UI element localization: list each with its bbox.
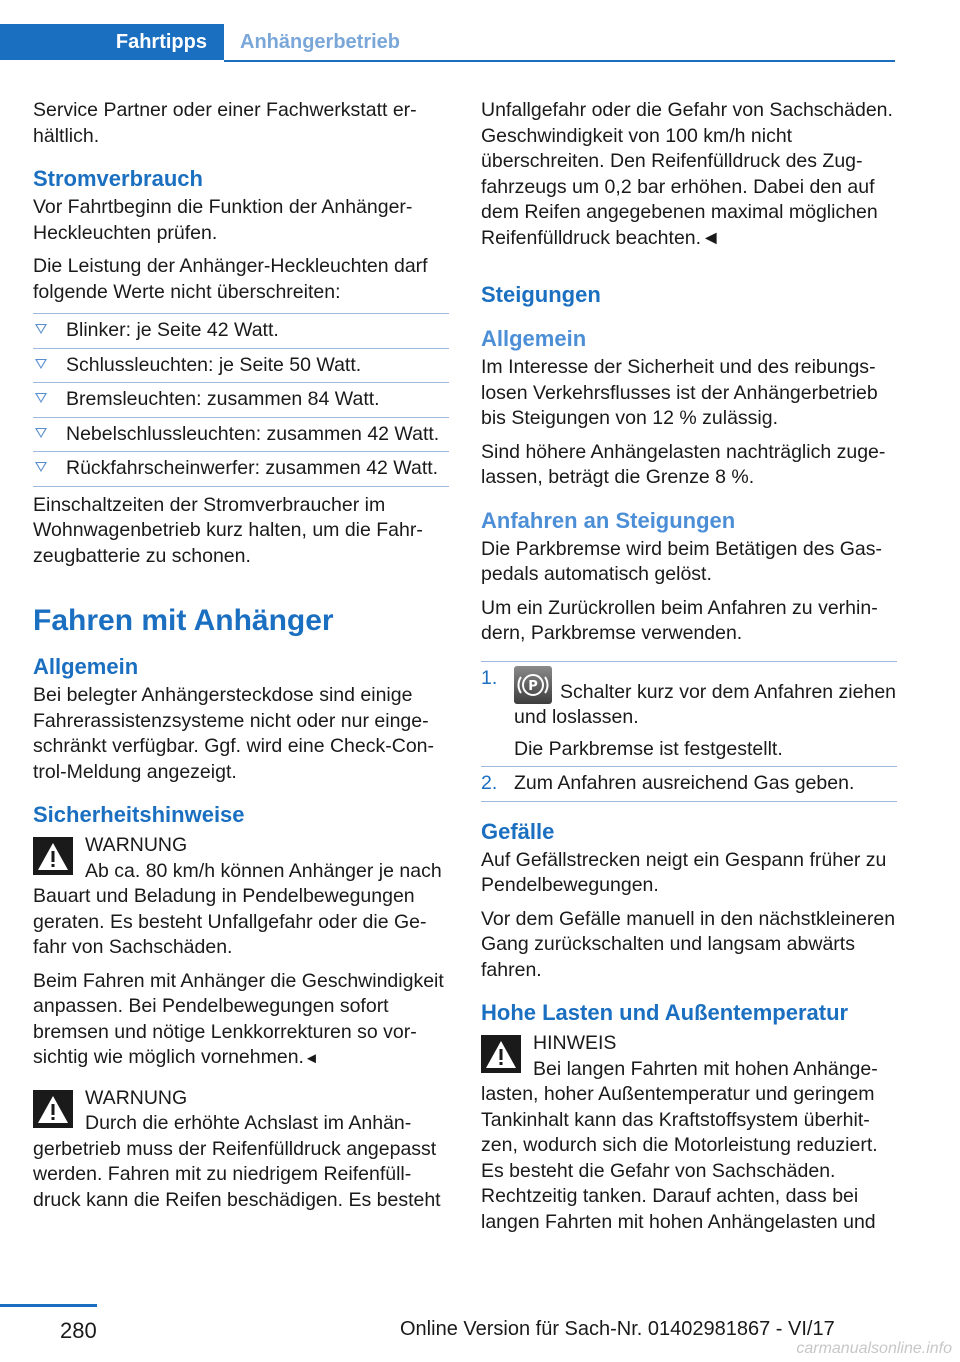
- warning-triangle-icon: [481, 1035, 521, 1073]
- list-item: Schlussleuchten: je Seite 50 Watt.: [33, 349, 449, 384]
- strom-paragraph-2: Die Leistung der Anhänger-Heckleuchten darf folgende Werte nicht überschreiten:: [33, 255, 428, 303]
- warning-block-2: [33, 1086, 449, 1214]
- warning-triangle-icon: [33, 1090, 73, 1128]
- header-bar: [0, 24, 895, 62]
- left-column: [33, 98, 449, 1221]
- list-item: Rückfahrscheinwerfer: zusammen 42 Watt.: [33, 452, 449, 487]
- heading-allgemein: Allgemein: [33, 654, 139, 679]
- intro-text: Service Partner oder einer Fachwerkstatt erhältlich.: [33, 99, 417, 147]
- list-item: Blinker: je Seite 42 Watt.: [33, 313, 449, 349]
- heading-anfahren: Anfahren an Steigungen: [481, 507, 736, 533]
- steigungen-paragraph-2: Sind höhere Anhängelasten nachträglich zugelassen, beträgt die Grenze 8 %.: [481, 440, 886, 488]
- warning-text: Durch die erhöhte Achslast im Anhängerbetrieb muss der Reifenfülldruck angepasst werden. Fahren mit zu niedrigem Reifenfülldruck kann die Reifen beschädigen. Es besteht: [33, 1112, 441, 1211]
- anfahren-paragraph-1: Die Parkbremse wird beim Betätigen des Gaspedals automatisch gelöst.: [481, 537, 883, 585]
- heading-sicherheitshinweise: Sicherheitshinweise: [33, 802, 245, 827]
- hinweis-text: Bei langen Fahrten mit hohen Anhängelasten, hoher Außentemperatur und geringem Tankinhalt kann das Kraftstoffsystem überhitzen, wodurch sich die Motorleistung reduziert. Es besteht die Gefahr von Sachschäden. Rechtzeitig tanken. Darauf achten, dass bei langen Fahrten mit hohen Anhängelasten und: [481, 1057, 878, 1233]
- list-item: Bremsleuchten: zusammen 84 Watt.: [33, 383, 449, 418]
- end-mark-icon: ◄: [701, 226, 721, 249]
- gefaelle-paragraph-1: Auf Gefällstrecken neigt ein Gespann früher zu Pendelbewegungen.: [481, 848, 887, 896]
- list-item: 1. P Schalter kurz vor dem Anfahren ziehen und loslassen. Die Parkbremse ist festgestellt.: [481, 661, 897, 768]
- heading-gefaelle: Gefälle: [481, 818, 555, 844]
- online-version-text: Online Version für Sach-Nr. 01402981867 - VI/17: [400, 1318, 835, 1340]
- header-rule: [224, 60, 895, 62]
- strom-paragraph-1: Vor Fahrtbeginn die Funktion der Anhänger-Heckleuchten prüfen.: [33, 196, 413, 244]
- gefaelle-paragraph-2: Vor dem Gefälle manuell in den nächstkleineren Gang zurückschalten und langsam abwärts fahren.: [481, 907, 896, 981]
- warning-triangle-icon: [33, 837, 73, 875]
- anfahren-paragraph-2: Um ein Zurückrollen beim Anfahren zu verhindern, Parkbremse verwenden.: [481, 596, 878, 644]
- footer-rule: [0, 1304, 97, 1307]
- step-subtext: Die Parkbremse ist festgestellt.: [514, 737, 783, 760]
- warning-text: Ab ca. 80 km/h können Anhänger je nach Bauart und Beladung in Pendelbewegungen geraten. Es besteht Unfallgefahr oder die Gefahr von Sachschäden.: [33, 859, 442, 958]
- page-number: 280: [60, 1318, 97, 1343]
- warning-block-1: [33, 833, 449, 1072]
- heading-allgemein-steigungen: Allgemein: [481, 326, 587, 351]
- warning-text-2: Beim Fahren mit Anhänger die Geschwindigkeit anpassen. Bei Pendelbewegungen sofort bremsen und nötige Lenkkorrekturen so vorsichtig wie möglich vornehmen.◄: [33, 969, 444, 1068]
- list-item: Nebelschlussleuchten: zusammen 42 Watt.: [33, 418, 449, 453]
- triangle-bullet-icon: [35, 393, 47, 403]
- strom-paragraph-3: Einschaltzeiten der Stromverbraucher im Wohnwagenbetrieb kurz halten, um die Fahrzeugbatterie zu schonen.: [33, 493, 423, 567]
- tab-fahrtipps[interactable]: Fahrtipps: [0, 24, 224, 60]
- continued-paragraph: Unfallgefahr oder die Gefahr von Sachschäden. Geschwindigkeit von 100 km/h nicht überschreiten. Den Reifenfülldruck des Zugfahrzeugs um 0,2 bar erhöhen. Dabei den auf dem Reifen angegebenen maximal möglichen Reifenfülldruck beachten.◄: [481, 99, 893, 249]
- tab-anhaengerbetrieb[interactable]: Anhängerbetrieb: [240, 30, 401, 53]
- hinweis-title: HINWEIS: [533, 1032, 617, 1054]
- steps-list: [481, 661, 897, 802]
- power-limits-list: [33, 313, 449, 487]
- steigungen-paragraph-1: Im Interesse der Sicherheit und des reibungslosen Verkehrsflusses ist der Anhängerbetrieb bis Steigungen von 12 % zulässig.: [481, 356, 878, 429]
- allgemein-paragraph: Bei belegter Anhängersteckdose sind einige Fahrerassistenzsysteme nicht oder nur eingeschränkt verfügbar. Ggf. wird eine Check-Control-Meldung angezeigt.: [33, 684, 435, 783]
- step-number: 1.: [481, 666, 498, 689]
- heading-steigungen: Steigungen: [481, 282, 601, 307]
- watermark-text: carmanualsonline.info: [796, 1340, 952, 1357]
- svg-text:P: P: [528, 678, 538, 694]
- triangle-bullet-icon: [35, 324, 47, 334]
- hinweis-block: [481, 1031, 897, 1235]
- triangle-bullet-icon: [35, 462, 47, 472]
- list-item: 2. Zum Anfahren ausreichend Gas geben.: [481, 767, 897, 802]
- heading-stromverbrauch: Stromverbrauch: [33, 166, 203, 191]
- warning-title: WARNUNG: [85, 834, 188, 856]
- parking-brake-switch-icon: [514, 666, 552, 704]
- end-mark-icon: ◄: [303, 1050, 319, 1067]
- heading-hohe-lasten: Hohe Lasten und Außentemperatur: [481, 1000, 849, 1025]
- right-column: [481, 98, 897, 1243]
- step-number: 2.: [481, 772, 498, 794]
- warning-title: WARNUNG: [85, 1086, 188, 1109]
- triangle-bullet-icon: [35, 428, 47, 438]
- heading-fahren-mit-anhaenger: Fahren mit Anhänger: [33, 604, 334, 637]
- triangle-bullet-icon: [35, 359, 47, 369]
